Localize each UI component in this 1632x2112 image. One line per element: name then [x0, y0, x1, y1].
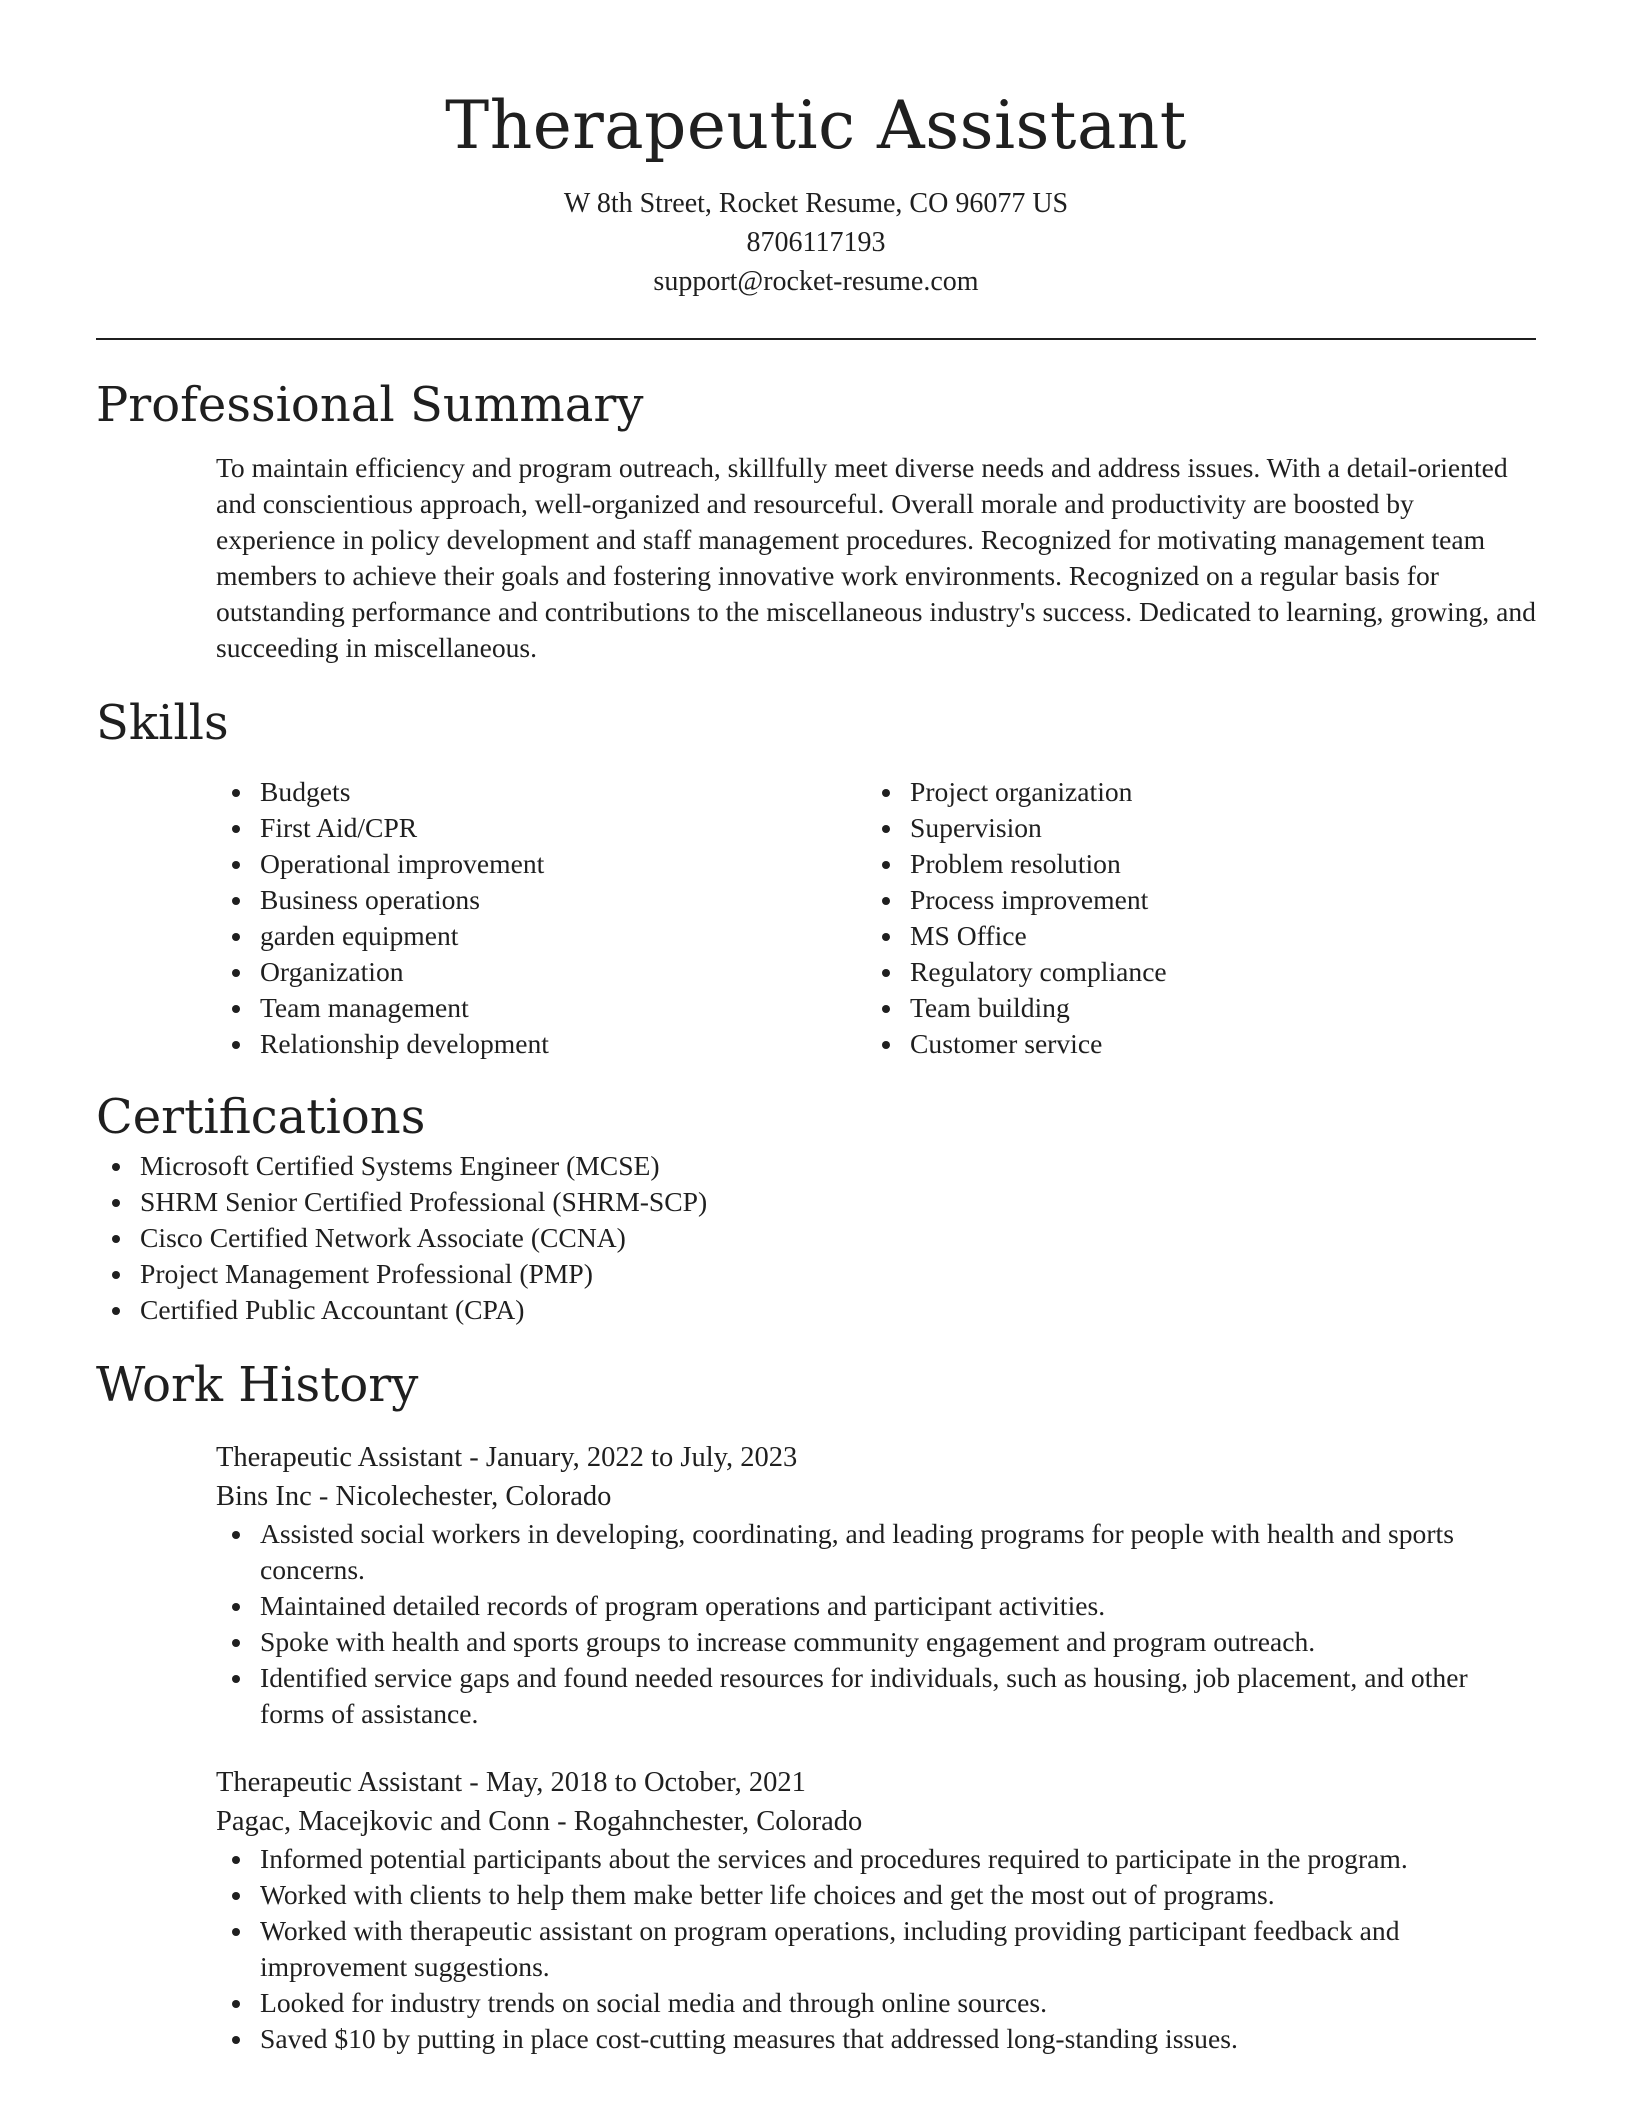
job-duty-item: Saved $10 by putting in place cost-cutting measures that addressed long-standing issues. — [216, 2021, 1536, 2057]
skill-item: Process improvement — [866, 882, 1516, 918]
job-title-line: Therapeutic Assistant - January, 2022 to July, 2023 — [216, 1442, 798, 1473]
certification-item: Certified Public Accountant (CPA) — [96, 1292, 1536, 1328]
summary-heading: Professional Summary — [96, 377, 644, 433]
job-duty-item: Looked for industry trends on social media and through online sources. — [216, 1985, 1536, 2021]
job-duties-list — [216, 1841, 1536, 2057]
skill-item: Team building — [866, 990, 1516, 1026]
certifications-list — [96, 1148, 1536, 1328]
job-location: Nicolechester, Colorado — [335, 1481, 612, 1512]
job-duty-item: Worked with therapeutic assistant on program operations, including providing participant feedback and improvement suggestions. — [216, 1913, 1536, 1985]
skill-item: Relationship development — [216, 1026, 866, 1062]
job-duty-item: Identified service gaps and found needed resources for individuals, such as housing, job placement, and other forms of assistance. — [216, 1660, 1536, 1732]
skills-list-left — [216, 774, 866, 1062]
skill-item: Supervision — [866, 810, 1516, 846]
skill-item: Budgets — [216, 774, 866, 810]
job-duty-item: Maintained detailed records of program operations and participant activities. — [216, 1588, 1536, 1624]
skills-heading: Skills — [96, 695, 229, 751]
job-dates: May, 2018 to October, 2021 — [485, 1767, 806, 1798]
skill-item: Regulatory compliance — [866, 954, 1516, 990]
contact-email: support@rocket-resume.com — [653, 266, 979, 297]
summary-text: To maintain efficiency and program outreach, skillfully meet diverse needs and address issues. With a detail-oriented and conscientious approach, well-organized and resourceful. Overall morale and productivity are boosted by experience in policy development and staff management procedures. Recognized for motivating management team members to achieve their goals and fostering innovative work environments. Recognized on a regular basis for outstanding performance and contributions to the miscellaneous industry's success. Dedicated to learning, growing, and succeeding in miscellaneous. — [216, 452, 1536, 663]
job-location: Rogahnchester, Colorado — [573, 1806, 863, 1837]
job-entry — [216, 1438, 1536, 1732]
skill-item: Project organization — [866, 774, 1516, 810]
job-duty-item: Informed potential participants about the services and procedures required to participate in the program. — [216, 1841, 1536, 1877]
skill-item: First Aid/CPR — [216, 810, 866, 846]
skill-item: Problem resolution — [866, 846, 1516, 882]
header-divider — [96, 338, 1536, 340]
skill-item: garden equipment — [216, 918, 866, 954]
job-company-line: Pagac, Macejkovic and Conn - Rogahnchester, Colorado — [216, 1806, 863, 1837]
skill-item: Customer service — [866, 1026, 1516, 1062]
certification-item: Cisco Certified Network Associate (CCNA) — [96, 1220, 1536, 1256]
job-duty-item: Assisted social workers in developing, coordinating, and leading programs for people with health and sports concerns. — [216, 1516, 1536, 1588]
job-company-line: Bins Inc - Nicolechester, Colorado — [216, 1481, 612, 1512]
skills-list-right — [866, 774, 1516, 1062]
job-dates: January, 2022 to July, 2023 — [485, 1442, 798, 1473]
job-duties-list — [216, 1516, 1536, 1732]
skill-item: Operational improvement — [216, 846, 866, 882]
skill-item: Business operations — [216, 882, 866, 918]
certification-item: Microsoft Certified Systems Engineer (MCSE) — [96, 1148, 1536, 1184]
work-history-heading: Work History — [96, 1357, 419, 1413]
contact-block — [96, 184, 1536, 301]
resume-header — [96, 0, 1536, 301]
job-role: Therapeutic Assistant — [216, 1442, 463, 1473]
job-duty-item: Spoke with health and sports groups to increase community engagement and program outreach. — [216, 1624, 1536, 1660]
job-entry — [216, 1763, 1536, 2057]
skills-grid — [216, 774, 1536, 1062]
job-title-line: Therapeutic Assistant - May, 2018 to October, 2021 — [216, 1767, 806, 1798]
certification-item: SHRM Senior Certified Professional (SHRM-SCP) — [96, 1184, 1536, 1220]
candidate-name: Therapeutic Assistant — [445, 87, 1187, 164]
contact-address: W 8th Street, Rocket Resume, CO 96077 US — [563, 188, 1069, 219]
job-company: Pagac, Macejkovic and Conn — [216, 1806, 550, 1837]
contact-phone: 8706117193 — [746, 227, 886, 258]
skill-item: MS Office — [866, 918, 1516, 954]
job-duty-item: Worked with clients to help them make better life choices and get the most out of programs. — [216, 1877, 1536, 1913]
skill-item: Organization — [216, 954, 866, 990]
resume-page — [96, 0, 1536, 2057]
certifications-heading: Certifications — [96, 1089, 426, 1145]
certification-item: Project Management Professional (PMP) — [96, 1256, 1536, 1292]
skill-item: Team management — [216, 990, 866, 1026]
job-role: Therapeutic Assistant — [216, 1767, 463, 1798]
job-company: Bins Inc — [216, 1481, 312, 1512]
